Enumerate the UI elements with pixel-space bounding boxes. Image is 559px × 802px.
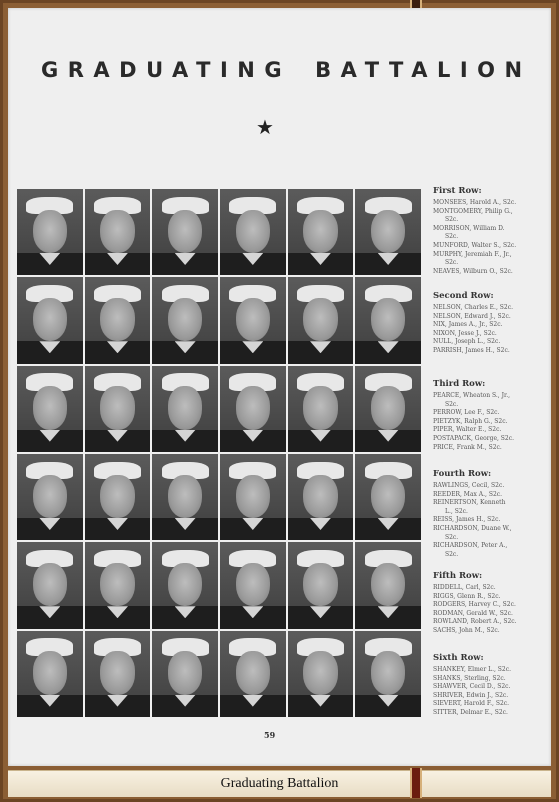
portrait-face <box>303 210 337 253</box>
page-number: 59 <box>264 730 276 740</box>
portrait-photo <box>152 542 218 628</box>
portrait-photo <box>220 631 286 717</box>
portrait-face <box>33 563 67 606</box>
roster-name: SITTER, Delmar E., S2c. <box>433 708 508 716</box>
roster-name: REINERTSON, Kenneth <box>433 499 506 507</box>
roster-name: S2c. <box>445 233 459 241</box>
portrait-photo <box>288 631 354 717</box>
portrait-face <box>100 298 134 341</box>
portrait-face <box>168 563 202 606</box>
roster-name: PRICE, Frank M., S2c. <box>433 443 502 451</box>
portrait-face <box>371 563 405 606</box>
portrait-face <box>168 298 202 341</box>
portrait-face <box>100 386 134 429</box>
roster-name: S2c. <box>445 216 459 224</box>
portrait-face <box>371 651 405 694</box>
portrait-face <box>33 475 67 518</box>
roster-heading: First Row: <box>433 186 482 196</box>
portrait-photo <box>85 631 151 717</box>
portrait-photo <box>355 454 421 540</box>
roster-group <box>433 571 517 636</box>
roster-heading: Third Row: <box>433 379 486 389</box>
portrait-face <box>371 475 405 518</box>
roster-name: ROWLAND, Robert A., S2c. <box>433 618 517 626</box>
roster-name: SIEVERT, Harold F., S2c. <box>433 700 510 708</box>
roster-group <box>433 379 514 452</box>
portrait-face <box>303 563 337 606</box>
portrait-photo <box>17 189 83 275</box>
roster-name: MORRISON, William D. <box>433 224 505 232</box>
portrait-face <box>303 298 337 341</box>
roster-name: MURPHY, Jeremiah F., Jr., <box>433 250 512 258</box>
roster-name: NIX, James A., Jr., S2c. <box>433 321 503 329</box>
portrait-face <box>168 210 202 253</box>
roster-name: SHANKS, Sterling, S2c. <box>433 674 506 682</box>
portrait-photo <box>288 277 354 363</box>
portrait-face <box>371 386 405 429</box>
frame-ornament-top <box>410 0 422 8</box>
portrait-photo <box>288 542 354 628</box>
portrait-photo <box>288 454 354 540</box>
roster-name: PIPER, Walter E., S2c. <box>433 426 502 434</box>
portrait-face <box>236 298 270 341</box>
title-word-battalion: BATTALION <box>315 58 532 82</box>
roster-name: RODGERS, Harvey C., S2c. <box>433 601 516 609</box>
portrait-photo <box>355 542 421 628</box>
roster-name: RICHARDSON, Duane W., <box>433 524 512 532</box>
portrait-photo <box>17 454 83 540</box>
roster-name: S2c. <box>445 550 459 558</box>
portrait-photo <box>85 454 151 540</box>
roster-name: PERROW, Lee F., S2c. <box>433 409 500 417</box>
roster-name: NEAVES, Wilburn O., S2c. <box>433 267 513 275</box>
portrait-face <box>100 475 134 518</box>
portrait-face <box>100 210 134 253</box>
roster-name: SHRIVER, Edwin J., S2c. <box>433 691 509 699</box>
roster-name: RODMAN, Gerald W., S2c. <box>433 609 513 617</box>
portrait-photo <box>17 366 83 452</box>
portrait-face <box>236 386 270 429</box>
portrait-photo <box>152 631 218 717</box>
portrait-photo <box>152 277 218 363</box>
frame-ornament-bottom <box>410 768 422 798</box>
roster-name: RICHARDSON, Peter A., <box>433 542 508 550</box>
portrait-photo <box>152 189 218 275</box>
roster-heading: Fourth Row: <box>433 469 492 479</box>
roster-name: POSTAPACK, George, S2c. <box>433 434 515 442</box>
portrait-photo <box>355 189 421 275</box>
portrait-face <box>168 651 202 694</box>
portrait-face <box>303 651 337 694</box>
portrait-face <box>100 563 134 606</box>
portrait-photo <box>220 277 286 363</box>
roster-name: SHAWVER, Cecil D., S2c. <box>433 683 511 691</box>
portrait-photo <box>220 454 286 540</box>
portrait-photo <box>288 366 354 452</box>
roster-name: REISS, James H., S2c. <box>433 516 501 524</box>
roster-name: PEARCE, Wheaton S., Jr., <box>433 392 511 399</box>
roster-name: RIDDELL, Carl, S2c. <box>433 584 496 591</box>
portrait-photo <box>220 542 286 628</box>
roster-name: MONTGOMERY, Philip G., <box>433 207 513 215</box>
roster-group <box>433 469 512 559</box>
roster-heading: Fifth Row: <box>433 571 483 581</box>
portrait-photo <box>220 366 286 452</box>
portrait-photo <box>85 542 151 628</box>
roster-name: RIGGS, Glenn R., S2c. <box>433 592 501 600</box>
portrait-photo <box>355 277 421 363</box>
portrait-photo <box>17 542 83 628</box>
roster-name: S2c. <box>445 259 459 267</box>
roster-name: PIETZYK, Ralph G., S2c. <box>433 417 508 425</box>
roster-name: PARRISH, James H., S2c. <box>433 346 510 354</box>
roster-group <box>433 653 511 718</box>
portrait-photo <box>355 631 421 717</box>
caption-text: Graduating Battalion <box>220 776 339 791</box>
portrait-face <box>168 475 202 518</box>
roster-name: NIXON, Jesse J., S2c. <box>433 329 497 337</box>
portrait-face <box>303 475 337 518</box>
roster-name: RAWLINGS, Cecil, S2c. <box>433 482 505 489</box>
roster-name: NELSON, Charles E., S2c. <box>433 304 513 311</box>
caption-bar <box>8 770 551 797</box>
portrait-face <box>33 298 67 341</box>
portrait-photo <box>85 189 151 275</box>
portrait-face <box>236 475 270 518</box>
roster-name: S2c. <box>445 400 459 408</box>
roster-name: SACHS, John M., S2c. <box>433 626 500 634</box>
roster-group <box>433 186 516 276</box>
star-icon: ★ <box>256 115 274 139</box>
roster-group <box>433 291 513 356</box>
portrait-face <box>371 298 405 341</box>
portrait-photo <box>152 454 218 540</box>
portrait-face <box>168 386 202 429</box>
portrait-face <box>236 563 270 606</box>
portrait-photo <box>355 366 421 452</box>
yearbook-page <box>8 8 551 766</box>
portrait-photo <box>17 631 83 717</box>
roster-name: L., S2c. <box>445 507 468 515</box>
roster-name: S2c. <box>445 533 459 541</box>
roster-name: REEDER, Max A., S2c. <box>433 490 503 498</box>
portrait-face <box>33 651 67 694</box>
portrait-face <box>236 210 270 253</box>
portrait-photo <box>152 366 218 452</box>
portrait-face <box>33 386 67 429</box>
roster-name: MONSEES, Harold A., S2c. <box>433 199 517 206</box>
portrait-face <box>303 386 337 429</box>
portrait-grid <box>17 189 421 717</box>
roster-name: SHANKEY, Elmer L., S2c. <box>433 666 512 673</box>
portrait-photo <box>220 189 286 275</box>
roster-name: MUNFORD, Walter S., S2c. <box>433 241 517 249</box>
roster-name: NELSON, Edward J., S2c. <box>433 312 511 320</box>
portrait-face <box>100 651 134 694</box>
roster-heading: Second Row: <box>433 291 494 301</box>
title-word-graduating: GRADUATING <box>41 58 292 82</box>
portrait-face <box>371 210 405 253</box>
portrait-photo <box>85 366 151 452</box>
portrait-face <box>236 651 270 694</box>
roster-name: NULL, Joseph L., S2c. <box>433 338 501 346</box>
portrait-photo <box>17 277 83 363</box>
portrait-photo <box>288 189 354 275</box>
roster-heading: Sixth Row: <box>433 653 484 663</box>
portrait-face <box>33 210 67 253</box>
page-title <box>41 58 532 82</box>
portrait-photo <box>85 277 151 363</box>
